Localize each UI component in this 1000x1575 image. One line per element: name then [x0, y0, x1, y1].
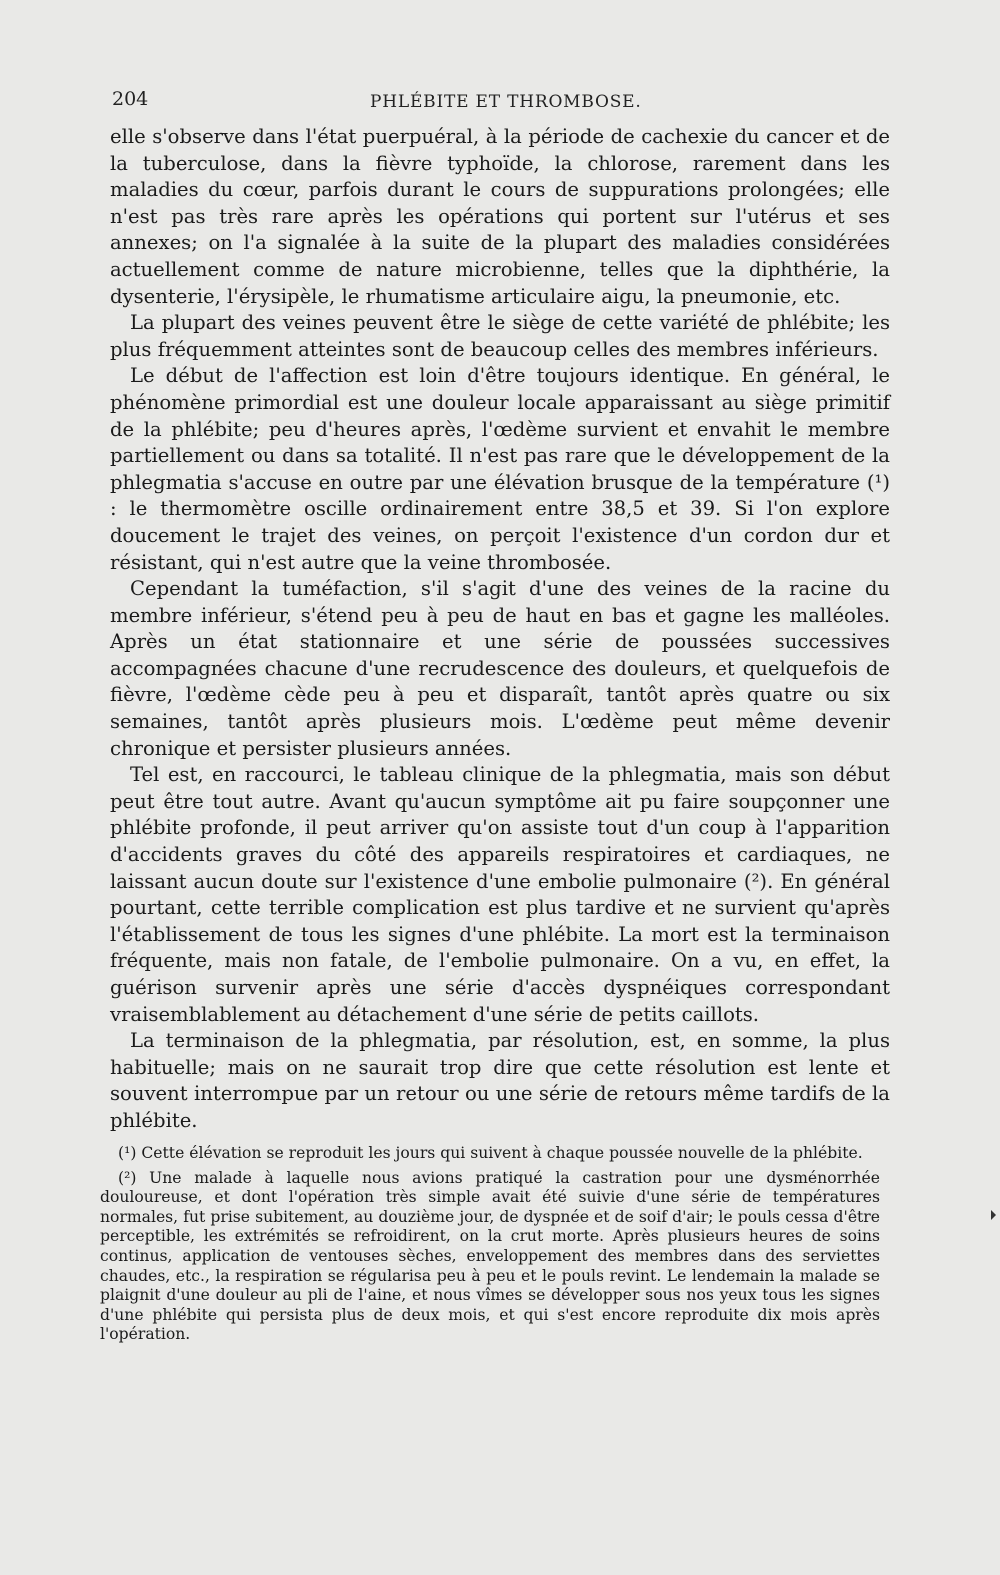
page-edge-mark — [991, 1210, 996, 1220]
footnote-2: (²) Une malade à laquelle nous avions pratiqué la castration pour une dysménorrhée douloureuse, et dont l'opération très simple avait été suivie d'une série de températures normales, fut prise subitement, au douzième jour, de dyspnée et de soif d'air; le pouls cessa d'être perceptible, les extrémités se refroidirent, on la crut morte. Après plusieurs heures de soins continus, application de ventouses sèches, enveloppement des membres dans des serviettes chaudes, etc., la respiration se régularisa peu à peu et le pouls revint. Le lendemain la malade se plaignit d'une douleur au pli de l'aine, et nous vîmes se développer sous nos yeux tous les signes d'une phlébite qui persista plus de deux mois, et qui s'est encore reproduite dix mois après l'opération. — [100, 1168, 880, 1344]
page-header — [112, 84, 892, 114]
paragraph: Cependant la tuméfaction, s'il s'agit d'une des veines de la racine du membre inférieur, s'étend peu à peu de haut en bas et gagne les malléoles. Après un état stationnaire et une série de poussées successives accompagnées chacune d'une recrudescence des douleurs, et quelquefois de fièvre, l'œdème cède peu à peu et disparaît, tantôt après quatre ou six semaines, tantôt après plusieurs mois. L'œdème peut même devenir chronique et persister plusieurs années. — [110, 577, 890, 760]
running-title: PHLÉBITE ET THROMBOSE. — [370, 92, 642, 112]
footnote-1: (¹) Cette élévation se reproduit les jours qui suivent à chaque poussée nouvelle de la phlébite. — [118, 1144, 863, 1162]
paragraph: elle s'observe dans l'état puerpuéral, à la période de cachexie du cancer et de la tuberculose, dans la fièvre typhoïde, la chlorose, rarement dans les maladies du cœur, parfois durant le cours de suppurations prolongées; elle n'est pas très rare après les opérations qui portent sur l'utérus et ses annexes; on l'a signalée à la suite de la plupart des maladies considérées actuellement comme de nature microbienne, telles que la diphthérie, la dysenterie, l'érysipèle, le rhumatisme articulaire aigu, la pneumonie, etc. — [110, 125, 890, 308]
paragraph: Tel est, en raccourci, le tableau clinique de la phlegmatia, mais son début peut être tout autre. Avant qu'aucun symptôme ait pu faire soupçonner une phlébite profonde, il peut arriver qu'on assiste tout d'un coup à l'apparition d'accidents graves du côté des appareils respiratoires et cardiaques, ne laissant aucun doute sur l'existence d'une embolie pulmonaire (²). En général pourtant, cette terrible complication est plus tardive et ne survient qu'après l'établissement de tous les signes d'une phlébite. La mort est la terminaison fréquente, mais non fatale, de l'embolie pulmonaire. On a vu, en effet, la guérison survenir après une série d'accès dyspnéiques correspondant vraisemblablement au détachement d'une série de petits caillots. — [110, 763, 890, 1026]
paragraph: La plupart des veines peuvent être le siège de cette variété de phlébite; les plus fréquemment atteintes sont de beaucoup celles des membres inférieurs. — [110, 311, 890, 361]
body-text — [110, 124, 890, 1135]
page-number: 204 — [112, 88, 149, 110]
paragraph: Le début de l'affection est loin d'être toujours identique. En général, le phénomène primordial est une douleur locale apparaissant au siège primitif de la phlébite; peu d'heures après, l'œdème survient et envahit le membre partiellement ou dans sa totalité. Il n'est pas rare que le développement de la phlegmatia s'accuse en outre par une élévation brusque de la température (¹) : le thermomètre oscille ordinairement entre 38,5 et 39. Si l'on explore doucement le trajet des veines, on perçoit l'existence d'un cordon dur et résistant, qui n'est autre que la veine thrombosée. — [110, 364, 890, 574]
paragraph: La terminaison de la phlegmatia, par résolution, est, en somme, la plus habituelle; mais on ne saurait trop dire que cette résolution est lente et souvent interrompue par un retour ou une série de retours même tardifs de la phlébite. — [110, 1029, 890, 1132]
footnotes — [100, 1144, 880, 1350]
